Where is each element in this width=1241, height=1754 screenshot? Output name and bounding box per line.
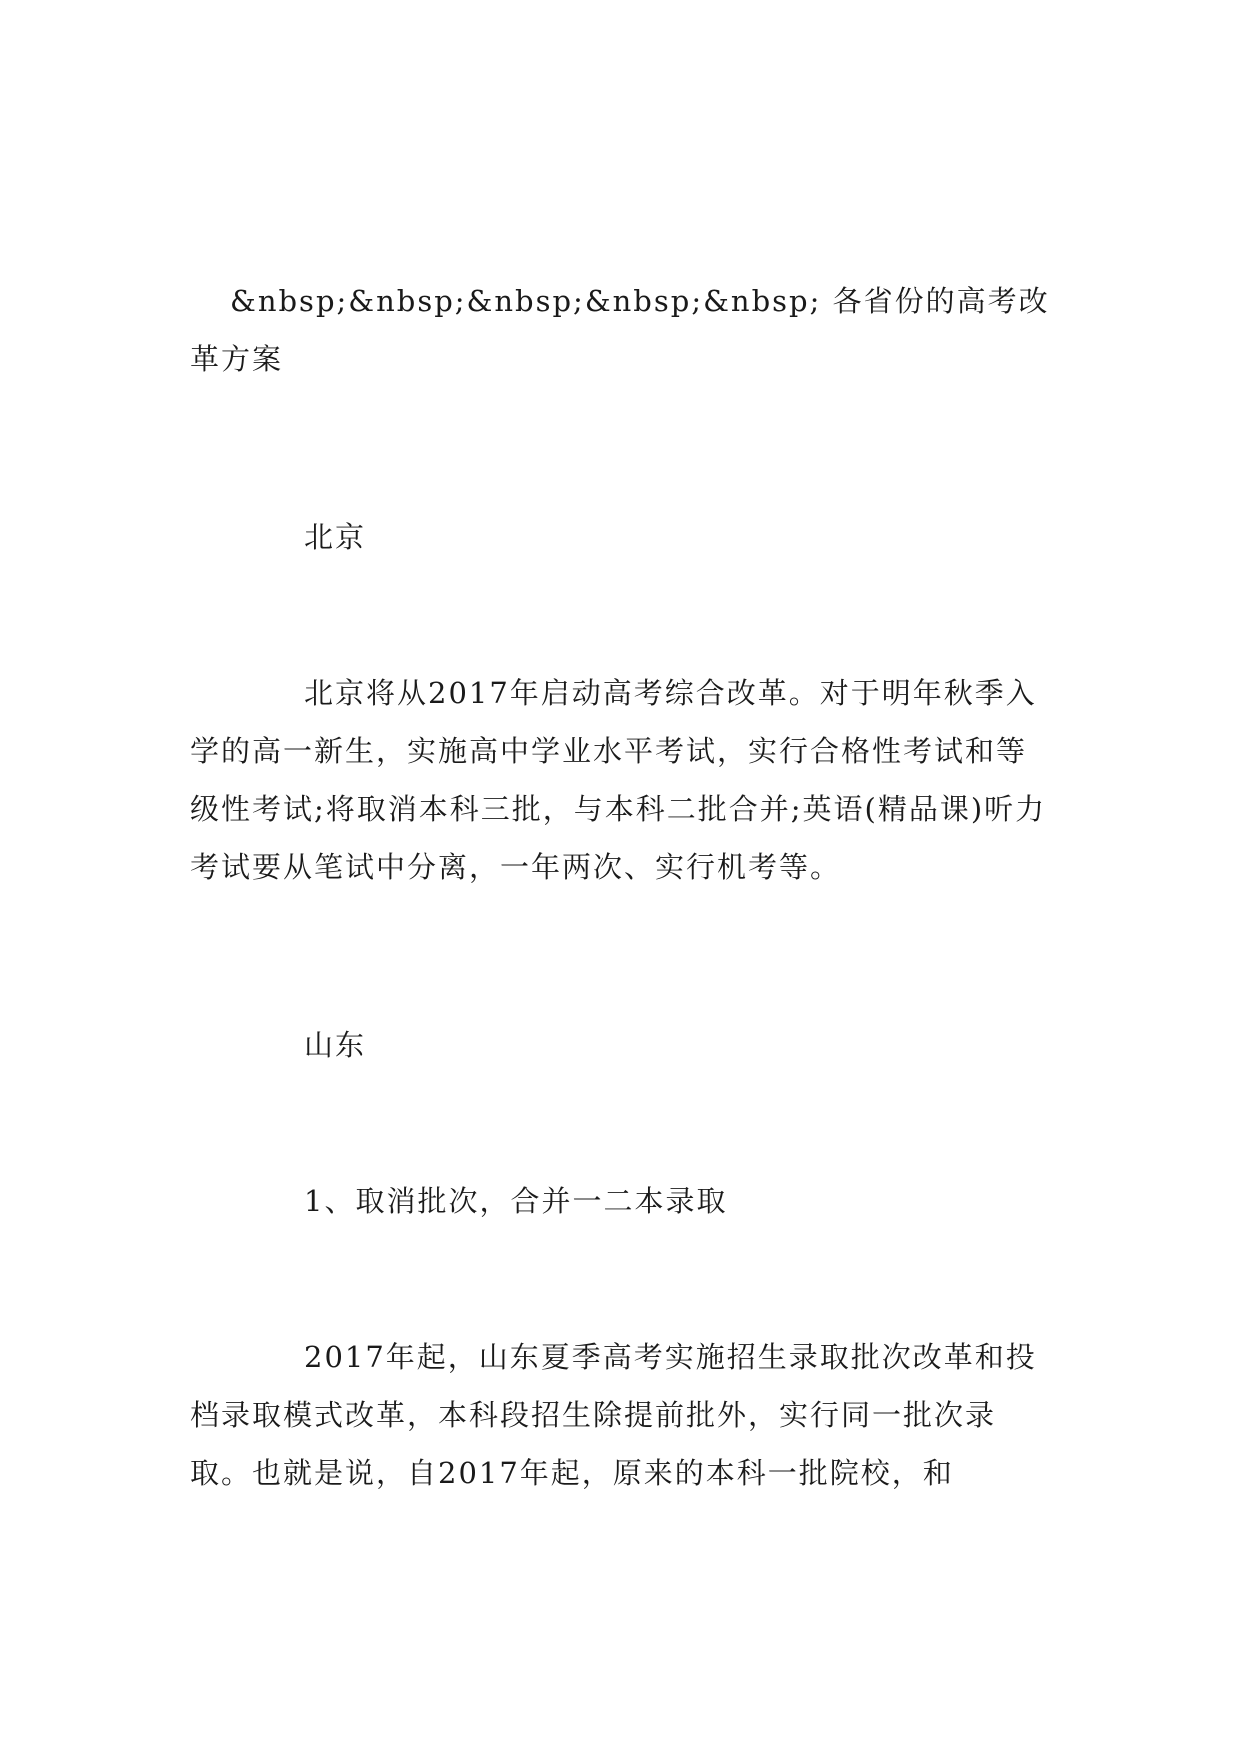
section-heading-shandong: 山东	[304, 1028, 367, 1062]
subheading-shandong-1: 1、取消批次，合并一二本录取	[304, 1184, 728, 1218]
section-heading-beijing: 北京	[304, 520, 367, 554]
paragraph-beijing: 北京将从2017年启动高考综合改革。对于明年秋季入学的高一新生，实施高中学业水平考试，实行合格性考试和等级性考试;将取消本科三批，与本科二批合并;英语(精品课)听力考试要从笔试中分离，一年两次、实行机考等。	[190, 676, 1047, 884]
paragraph-shandong: 2017年起，山东夏季高考实施招生录取批次改革和投档录取模式改革，本科段招生除提前批外，实行同一批次录取。也就是说，自2017年起，原来的本科一批院校，和	[190, 1340, 1037, 1490]
document-title: &nbsp;&nbsp;&nbsp;&nbsp;&nbsp; 各省份的高考改革方案	[190, 284, 1050, 376]
